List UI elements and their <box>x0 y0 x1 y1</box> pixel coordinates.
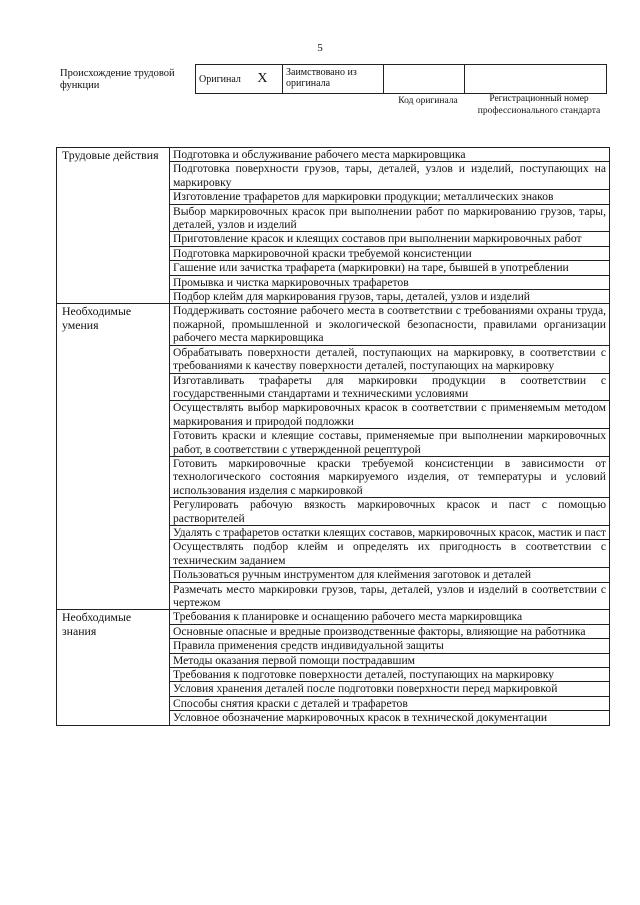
table-cell: Изготавливать трафареты для маркировки продукции в соответствии с государственными стандартами и техническими условиями <box>170 373 610 401</box>
table-cell: Требования к планировке и оснащению рабочего места маркировщика <box>170 610 610 624</box>
table-cell: Регулировать рабочую вязкость маркировочных красок и паст с помощью растворителей <box>170 498 610 526</box>
table-cell: Готовить краски и клеящие составы, применяемые при выполнении маркировочных работ, в соответствии с утвержденной рецептурой <box>170 429 610 457</box>
original-cell <box>196 65 283 94</box>
reg-caption: Регистрационный номер профессионального стандарта <box>477 94 601 116</box>
origin-table <box>195 64 607 94</box>
table-cell: Размечать место маркировки грузов, тары, деталей, узлов и изделий в соответствии с чертежом <box>170 582 610 610</box>
original-mark: X <box>257 71 268 86</box>
original-label: Оригинал <box>199 74 241 85</box>
table-row <box>57 610 610 624</box>
table-cell: Условия хранения деталей после подготовки поверхности перед маркировкой <box>170 682 610 696</box>
table-cell: Условное обозначение маркировочных красок в технической документации <box>170 711 610 725</box>
table-cell: Гашение или зачистка трафарета (маркировки) на таре, бывшей в употреблении <box>170 261 610 275</box>
table-row <box>57 148 610 162</box>
table-cell: Поддерживать состояние рабочего места в соответствии с требованиями охраны труда, пожарной, промышленной и экологической безопасности, правилами организации рабочего места маркировщика <box>170 304 610 345</box>
table-cell: Готовить маркировочные краски требуемой консистенции в зависимости от технологического состояния маркируемого изделия, от температуры и условий использования изделия с маркировкой <box>170 456 610 497</box>
table-cell: Подготовка маркировочной краски требуемой консистенции <box>170 246 610 260</box>
code-caption: Код оригинала <box>398 96 458 106</box>
table-cell: Пользоваться ручным инструментом для клеймения заготовок и деталей <box>170 568 610 582</box>
borrowed-cell: Заимствовано из оригинала <box>283 65 384 94</box>
table-row <box>57 304 610 345</box>
section-title: Необходимые умения <box>57 304 170 610</box>
code-cell <box>384 65 465 94</box>
table-cell: Изготовление трафаретов для маркировки продукции; металлических знаков <box>170 190 610 204</box>
table-cell: Осуществлять выбор маркировочных красок в соответствии с применяемым методом маркирования и природой подложки <box>170 401 610 429</box>
table-cell: Основные опасные и вредные производственные факторы, влияющие на работника <box>170 624 610 638</box>
table-cell: Удалять с трафаретов остатки клеящих составов, маркировочных красок, мастик и паст <box>170 525 610 539</box>
table-cell: Осуществлять подбор клейм и определять их пригодность в соответствии с техническим заданием <box>170 540 610 568</box>
table-cell: Подготовка поверхности грузов, тары, деталей, узлов и изделий, поступающих на маркировку <box>170 162 610 190</box>
table-cell: Методы оказания первой помощи пострадавшим <box>170 653 610 667</box>
table-cell: Обрабатывать поверхности деталей, поступающих на маркировку, в соответствии с требованиями к качеству поверхности деталей, поступающих на маркировку <box>170 345 610 373</box>
table-cell: Правила применения средств индивидуальной защиты <box>170 639 610 653</box>
table-cell: Подготовка и обслуживание рабочего места маркировщика <box>170 148 610 162</box>
reg-number-cell <box>465 65 607 94</box>
section-title: Необходимые знания <box>57 610 170 725</box>
table-cell: Требования к подготовке поверхности деталей, поступающих на маркировку <box>170 668 610 682</box>
table-cell: Промывка и чистка маркировочных трафаретов <box>170 275 610 289</box>
table-cell: Подбор клейм для маркирования грузов, тары, деталей, узлов и изделий <box>170 290 610 304</box>
function-table <box>56 147 610 726</box>
table-cell: Выбор маркировочных красок при выполнении работ по маркированию грузов, тары, деталей, узлов и изделий <box>170 204 610 232</box>
origin-label: Происхождение трудовой функции <box>60 68 175 91</box>
section-title: Трудовые действия <box>57 148 170 304</box>
table-cell: Способы снятия краски с деталей и трафаретов <box>170 696 610 710</box>
table-cell: Приготовление красок и клеящих составов при выполнении маркировочных работ <box>170 232 610 246</box>
page-number: 5 <box>317 42 323 54</box>
